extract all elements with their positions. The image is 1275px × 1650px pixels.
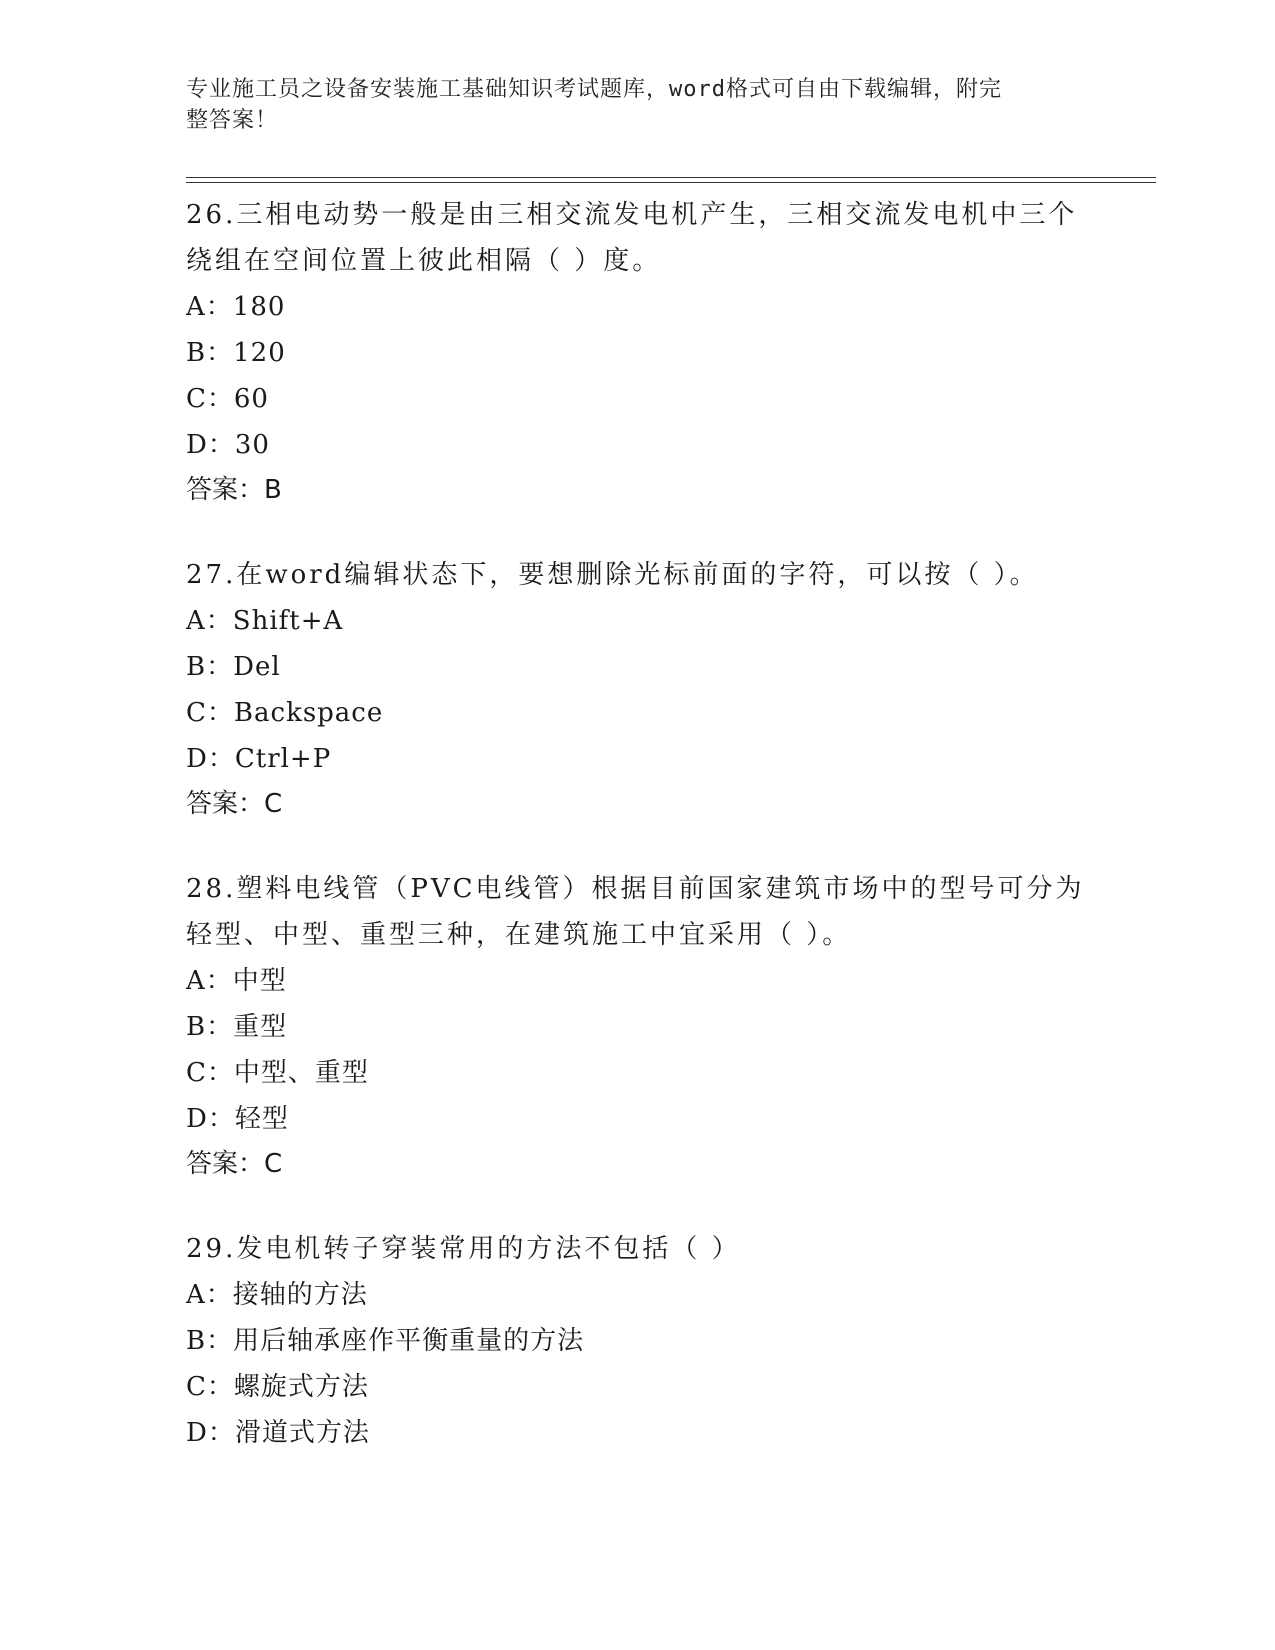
answer-line: 答案：C <box>186 789 283 819</box>
question-29 <box>186 1226 1086 1456</box>
option-b: B：重型 <box>186 1012 288 1042</box>
option-a: A：180 <box>186 292 286 322</box>
option-d: D：Ctrl+P <box>186 744 332 774</box>
option-b: B：用后轴承座作平衡重量的方法 <box>186 1326 585 1356</box>
option-c: C：Backspace <box>186 698 384 728</box>
question-stem-line: 绕组在空间位置上彼此相隔（ ）度。 <box>186 246 662 276</box>
header-line-1: 专业施工员之设备安装施工基础知识考试题库，word格式可自由下载编辑，附完 <box>186 77 1002 102</box>
header-line-2: 整答案！ <box>186 108 279 133</box>
option-c: C：中型、重型 <box>186 1058 369 1088</box>
question-stem-line: 26.三相电动势一般是由三相交流发电机产生，三相交流发电机中三个 <box>186 200 1078 230</box>
option-b: B：Del <box>186 652 281 682</box>
option-d: D：滑道式方法 <box>186 1418 370 1448</box>
option-d: D：30 <box>186 430 270 460</box>
option-c: C：螺旋式方法 <box>186 1372 369 1402</box>
document-header <box>186 74 1066 136</box>
question-26 <box>186 192 1086 512</box>
option-a: A：接轴的方法 <box>186 1280 368 1310</box>
option-a: A：Shift+A <box>186 606 344 636</box>
answer-line: 答案：B <box>186 475 282 505</box>
question-stem-line: 27.在word编辑状态下，要想删除光标前面的字符，可以按（ ）。 <box>186 560 1039 590</box>
question-28 <box>186 866 1086 1186</box>
option-c: C：60 <box>186 384 269 414</box>
header-divider-bottom <box>186 182 1156 183</box>
question-list <box>186 192 1086 1496</box>
option-a: A：中型 <box>186 966 287 996</box>
question-stem-line: 28.塑料电线管（PVC电线管）根据目前国家建筑市场中的型号可分为 <box>186 874 1085 904</box>
question-stem-line: 29.发电机转子穿装常用的方法不包括（ ） <box>186 1234 741 1264</box>
option-b: B：120 <box>186 338 286 368</box>
question-27 <box>186 552 1086 826</box>
question-stem-line: 轻型、中型、重型三种，在建筑施工中宜采用（ ）。 <box>186 920 852 950</box>
option-d: D：轻型 <box>186 1104 289 1134</box>
header-divider-top <box>186 177 1156 178</box>
answer-line: 答案：C <box>186 1149 283 1179</box>
